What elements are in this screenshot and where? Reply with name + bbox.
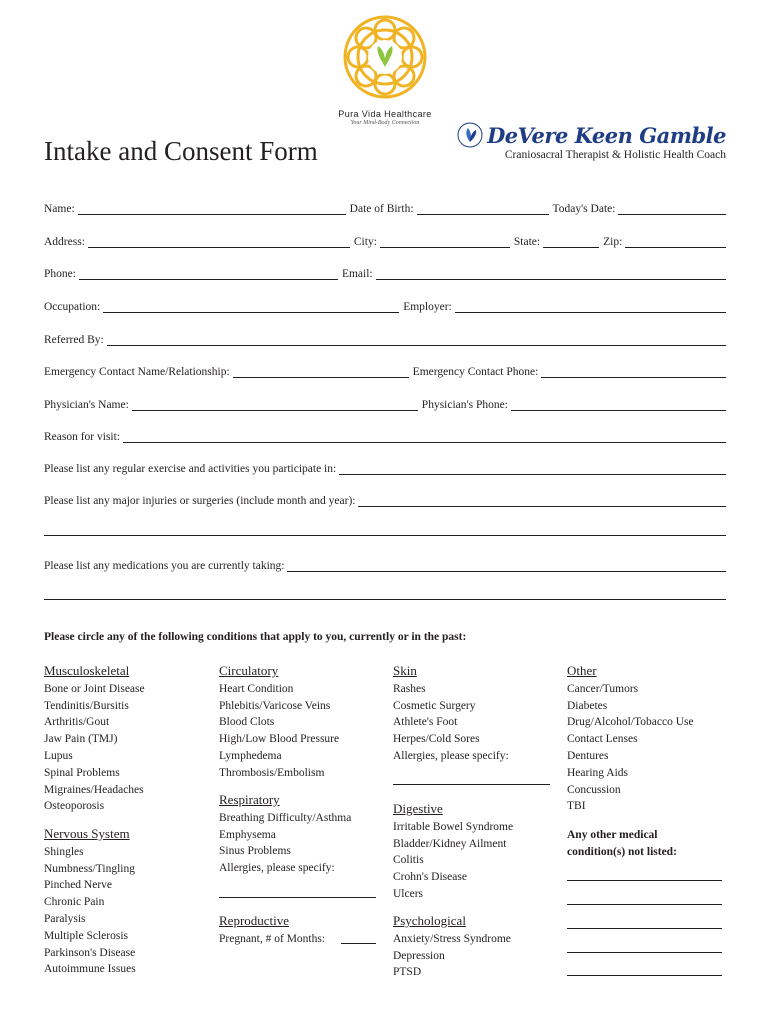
employer-field[interactable] <box>455 300 726 313</box>
respiratory-column <box>219 792 351 877</box>
row-emergency <box>44 360 726 378</box>
respiratory-heading: Respiratory <box>219 792 280 807</box>
condition-item[interactable]: Bone or Joint Disease <box>44 682 145 695</box>
condition-item[interactable]: Heart Condition <box>219 682 294 695</box>
zip-label: Zip: <box>603 236 623 248</box>
physician-phone-field[interactable] <box>511 398 726 411</box>
physician-name-field[interactable] <box>132 398 418 411</box>
city-field[interactable] <box>380 235 510 248</box>
condition-item[interactable]: Lupus <box>44 749 73 762</box>
condition-item[interactable]: Contact Lenses <box>567 733 638 746</box>
condition-item[interactable]: Phlebitis/Varicose Veins <box>219 699 331 712</box>
other-note-line2: condition(s) not listed: <box>567 845 677 858</box>
condition-item[interactable]: Emphysema <box>219 828 276 841</box>
condition-item[interactable]: Crohn's Disease <box>393 871 467 884</box>
occupation-label: Occupation: <box>44 301 101 313</box>
condition-item[interactable]: Irritable Bowel Syndrome <box>393 820 514 833</box>
psychological-column <box>393 913 511 981</box>
medications-extra-line[interactable] <box>44 599 726 600</box>
other-conditions-line-1[interactable] <box>567 880 722 881</box>
row-medications <box>44 554 726 572</box>
mandala-logo-icon <box>340 12 430 102</box>
dob-label: Date of Birth: <box>349 203 414 215</box>
therapist-name: DeVere Keen Gamble <box>487 122 726 148</box>
circulatory-heading: Circulatory <box>219 663 279 678</box>
condition-item[interactable]: Numbness/Tingling <box>44 862 135 875</box>
email-field[interactable] <box>376 267 726 280</box>
condition-item[interactable]: Tendinitis/Bursitis <box>44 699 129 712</box>
page-title: Intake and Consent Form <box>44 136 318 166</box>
other-conditions-line-5[interactable] <box>567 975 722 976</box>
condition-item[interactable]: Paralysis <box>44 912 86 925</box>
condition-item[interactable]: Autoimmune Issues <box>44 963 136 976</box>
brand-logo <box>320 12 450 126</box>
emergency-phone-label: Emergency Contact Phone: <box>412 366 539 378</box>
address-field[interactable] <box>88 235 350 248</box>
phone-label: Phone: <box>44 268 76 280</box>
emergency-phone-field[interactable] <box>541 365 726 378</box>
condition-item[interactable]: Cancer/Tumors <box>567 682 639 695</box>
row-referred <box>44 328 726 346</box>
row-name <box>44 197 726 215</box>
emergency-name-field[interactable] <box>233 365 409 378</box>
condition-item[interactable]: Cosmetic Surgery <box>393 699 476 712</box>
nervous-heading: Nervous System <box>44 826 130 841</box>
exercise-field[interactable] <box>339 462 726 475</box>
condition-item[interactable]: Hearing Aids <box>567 766 629 779</box>
condition-item[interactable]: Jaw Pain (TMJ) <box>44 733 118 746</box>
today-field[interactable] <box>618 202 726 215</box>
employer-label: Employer: <box>403 301 452 313</box>
row-exercise <box>44 457 726 475</box>
other-conditions-note <box>567 827 677 861</box>
condition-item[interactable]: Lymphedema <box>219 749 282 762</box>
other-column <box>567 663 694 815</box>
digestive-column <box>393 801 513 903</box>
physician-phone-label: Physician's Phone: <box>421 399 508 411</box>
state-label: State: <box>513 236 541 248</box>
state-field[interactable] <box>543 235 599 248</box>
musculoskeletal-column <box>44 663 145 815</box>
row-injuries <box>44 489 726 507</box>
condition-item[interactable]: Breathing Difficulty/Asthma <box>219 811 352 824</box>
therapist-subtitle: Craniosacral Therapist & Holistic Health Coach <box>504 149 726 161</box>
circulatory-column <box>219 663 339 782</box>
condition-item[interactable]: Bladder/Kidney Ailment <box>393 837 507 850</box>
reproductive-heading: Reproductive <box>219 913 290 928</box>
condition-item[interactable]: Osteoporosis <box>44 800 105 813</box>
condition-item[interactable]: Herpes/Cold Sores <box>393 733 480 746</box>
name-label: Name: <box>44 203 75 215</box>
other-conditions-line-4[interactable] <box>567 952 722 953</box>
today-label: Today's Date: <box>552 203 616 215</box>
row-phone <box>44 262 726 280</box>
medications-label: Please list any medications you are currently taking: <box>44 560 285 572</box>
condition-item[interactable]: Concussion <box>567 783 621 796</box>
medications-field[interactable] <box>287 559 726 572</box>
condition-item[interactable]: Chronic Pain <box>44 896 105 909</box>
other-conditions-line-2[interactable] <box>567 904 722 905</box>
condition-item[interactable]: Migraines/Headaches <box>44 783 144 796</box>
brand-tagline: Your Mind-Body Connection <box>350 120 420 126</box>
skin-heading: Skin <box>393 663 417 678</box>
phone-field[interactable] <box>79 267 338 280</box>
condition-item[interactable]: High/Low Blood Pressure <box>219 733 340 746</box>
name-field[interactable] <box>78 202 346 215</box>
condition-item[interactable]: TBI <box>567 800 586 813</box>
exercise-label: Please list any regular exercise and activities you participate in: <box>44 463 337 475</box>
injuries-field[interactable] <box>358 494 726 507</box>
row-address <box>44 230 726 248</box>
condition-item[interactable]: Colitis <box>393 854 424 867</box>
condition-item[interactable]: Dentures <box>567 749 609 762</box>
psychological-heading: Psychological <box>393 913 466 928</box>
condition-item[interactable]: Pinched Nerve <box>44 879 113 892</box>
row-occupation <box>44 295 726 313</box>
iris-flower-icon <box>457 122 483 148</box>
condition-item[interactable]: Pregnant, # of Months: <box>219 932 326 945</box>
city-label: City: <box>353 236 377 248</box>
row-reason <box>44 425 726 443</box>
occupation-field[interactable] <box>103 300 399 313</box>
condition-item[interactable]: Diabetes <box>567 699 608 712</box>
condition-item[interactable]: Parkinson's Disease <box>44 946 136 959</box>
pregnancy-months-line[interactable] <box>341 943 376 944</box>
condition-item[interactable]: Spinal Problems <box>44 766 120 779</box>
dob-field[interactable] <box>417 202 549 215</box>
reason-field[interactable] <box>123 430 726 443</box>
musculoskeletal-heading: Musculoskeletal <box>44 663 130 678</box>
condition-item[interactable]: Arthritis/Gout <box>44 716 110 729</box>
physician-name-label: Physician's Name: <box>44 399 129 411</box>
therapist-block <box>457 122 726 161</box>
condition-item[interactable]: Ulcers <box>393 887 424 900</box>
injuries-extra-line[interactable] <box>44 535 726 536</box>
email-label: Email: <box>341 268 373 280</box>
condition-item[interactable]: Allergies, please specify: <box>393 749 509 762</box>
condition-item[interactable]: Anxiety/Stress Syndrome <box>393 932 511 945</box>
reproductive-column <box>219 913 325 948</box>
condition-item[interactable]: PTSD <box>393 966 422 979</box>
skin-allergies-line[interactable] <box>393 784 550 785</box>
condition-item[interactable]: Thrombosis/Embolism <box>219 766 325 779</box>
referred-field[interactable] <box>107 333 726 346</box>
skin-column <box>393 663 509 765</box>
injuries-label: Please list any major injuries or surgeries (include month and year): <box>44 495 356 507</box>
respiratory-allergies-line[interactable] <box>219 897 376 898</box>
address-label: Address: <box>44 236 85 248</box>
other-note-line1: Any other medical <box>567 829 658 841</box>
emergency-name-label: Emergency Contact Name/Relationship: <box>44 366 230 378</box>
condition-item[interactable]: Blood Clots <box>219 716 275 729</box>
row-physician <box>44 393 726 411</box>
other-heading: Other <box>567 663 597 678</box>
condition-item[interactable]: Shingles <box>44 845 84 858</box>
referred-label: Referred By: <box>44 334 104 346</box>
nervous-column <box>44 826 136 978</box>
condition-item[interactable]: Drug/Alcohol/Tobacco Use <box>567 716 694 729</box>
conditions-heading: Please circle any of the following conditions that apply to you, currently or in the past: <box>44 631 467 643</box>
other-conditions-line-3[interactable] <box>567 928 722 929</box>
condition-item[interactable]: Multiple Sclerosis <box>44 929 129 942</box>
condition-item[interactable]: Depression <box>393 949 445 962</box>
condition-item[interactable]: Allergies, please specify: <box>219 862 335 875</box>
condition-item[interactable]: Sinus Problems <box>219 845 291 858</box>
condition-item[interactable]: Rashes <box>393 682 426 695</box>
digestive-heading: Digestive <box>393 801 443 816</box>
condition-item[interactable]: Athlete's Foot <box>393 716 458 729</box>
brand-name: Pura Vida Healthcare <box>338 109 432 119</box>
reason-label: Reason for visit: <box>44 431 121 443</box>
zip-field[interactable] <box>625 235 726 248</box>
